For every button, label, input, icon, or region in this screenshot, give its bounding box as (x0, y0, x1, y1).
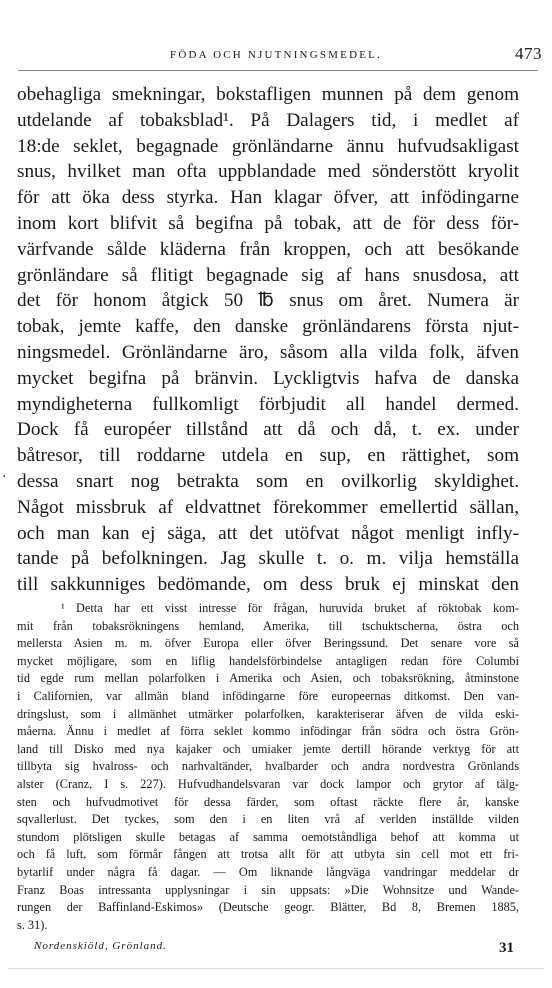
running-head (0, 44, 552, 64)
footnote-line: tid egde rum mellan polarfolken i Amerika och Asien, och tobaksrökning, åtminstone (17, 671, 519, 686)
body-line: 18:de seklet, begagnade grönländarne ännu hufvudsakligast (17, 135, 519, 157)
main-body-text (17, 82, 519, 598)
footnote-line: mycket möjligare, som en liflig handelsförbindelse antagligen redan före Columbi (17, 653, 519, 668)
body-line: grönländare så flitigt begagnade sig af hans snusdosa, att (17, 264, 519, 286)
body-line: båtresor, till roddarne utdela en sup, en rättighet, som (17, 445, 519, 467)
footnote-line: Franz Boas intressanta upplysningar i sin uppsats: »Die Wohnsitze und Wande- (17, 882, 519, 897)
body-line: det för honom åtgick 50 ℔ snus om året. Numera är (17, 290, 519, 312)
body-line: Något missbruk af eldvattnet förekommer emellertid sällan, (17, 496, 519, 518)
footnote-line: alster (Cranz, I s. 227). Hufvudhandelsvaran var dock lampor och grytor af tälg- (17, 776, 519, 791)
margin-mark: · (2, 470, 7, 485)
body-line: utdelande af tobaksblad¹. På Dalagers tid, i medlet af (17, 109, 519, 131)
footnote-line: mellersta Asien m. m. öfver Europa eller öfver Beringssund. Det senare vore så (17, 636, 519, 651)
footnote-line: sten och hufvudmotivet för dessa färder, som oftast räckte flere år, kanske (17, 794, 519, 809)
footnote-line: sqvallerlust. Det tyckes, som den i en liten vrå af verlden inställde vilden (17, 812, 519, 827)
body-line: till sakkunniges bedömande, om dess bruk ej minskat den (17, 574, 519, 596)
body-line: för att öka dess styrka. Han klagar öfver, att infödingarne (17, 187, 519, 209)
footnote-line: och få luft, som förmår fången att trotsa allt för att utbyta sin cell mot ett fri- (17, 847, 519, 862)
body-line: tande på befolkningen. Jag skulle t. o. m. vilja hemställa (17, 548, 519, 570)
body-line: och man kan ej säga, att det utöfvat något menligt infly- (17, 522, 519, 544)
body-line: myndigheterna fullkomligt förbjudit all handel dermed. (17, 393, 519, 415)
footnote-line: ¹ Detta har ett visst intresse för frågan, huruvida bruket af röktobak kom- (61, 601, 519, 615)
footnote-line: dringslust, som i allmänhet utmärker polarfolken, karakteriserar äfven de vilda eski- (17, 706, 519, 721)
body-line: ningsmedel. Grönländarne äro, såsom alla vilda folk, äfven (17, 341, 519, 363)
body-line: obehagliga smekningar, bokstafligen munnen på dem genom (17, 84, 519, 105)
printer-signature: Nordenskiöld, Grönland. (34, 940, 167, 952)
body-line: tobak, jemte kaffe, den danske grönländarens första njut- (17, 316, 519, 338)
footnote-line: måerna. Ännu i medlet af förra seklet kommo infödingar från södra och östra Grön- (17, 724, 519, 739)
body-line: dessa snart nog betrakta som en ovilkorlig skyldighet. (17, 470, 519, 492)
footnote-line: s. 31). (17, 917, 48, 932)
page-number: 473 (515, 44, 542, 63)
footnote-line: rungen der Baffinland-Eskimos» (Deutsche geogr. Blätter, Bd 8, Bremen 1885, (17, 900, 519, 915)
footnote-line: i Californien, var allmän bland infödingarne före europeernas ditkomst. Den van- (17, 688, 519, 703)
footnote-line: bytarlif under några få dagar. — Om liknande långväga vandringar meddelar dr (17, 864, 519, 879)
page-bottom-edge (8, 968, 544, 969)
header-rule (18, 70, 538, 71)
body-line: snus, hvilket man ofta uppblandade med sönderstött kryolit (17, 161, 519, 183)
body-line: värfvande sålde kläderna från kroppen, och att besökande (17, 238, 519, 260)
body-line: Dock få européer tillstånd att då och då, t. ex. under (17, 419, 519, 441)
sheet-number: 31 (499, 940, 514, 956)
footnote-line: tillbyta sig hvalross- och narhvaltänder, hvalbarder och andra nordvestra Grönlands (17, 759, 519, 774)
body-line: mycket begifna på bränvin. Lyckligtvis hafva de danska (17, 367, 519, 389)
footnote (17, 600, 519, 934)
footnote-line: stundom plötsligen skulle betagas af samma oemotståndliga behof att komma ut (17, 829, 519, 844)
body-line: inom kort blifvit så begifna på tobak, att de för dess för- (17, 212, 519, 234)
footnote-line: land till Disko med nya kajaker och umiaker jemte dertill hörande verktyg för att (17, 741, 519, 756)
footnote-line: mit från tobaksrökningens hemland, Amerika, till tschuktscherna, östra och (17, 618, 519, 633)
running-title: FÖDA OCH NJUTNINGSMEDEL. (170, 49, 382, 61)
